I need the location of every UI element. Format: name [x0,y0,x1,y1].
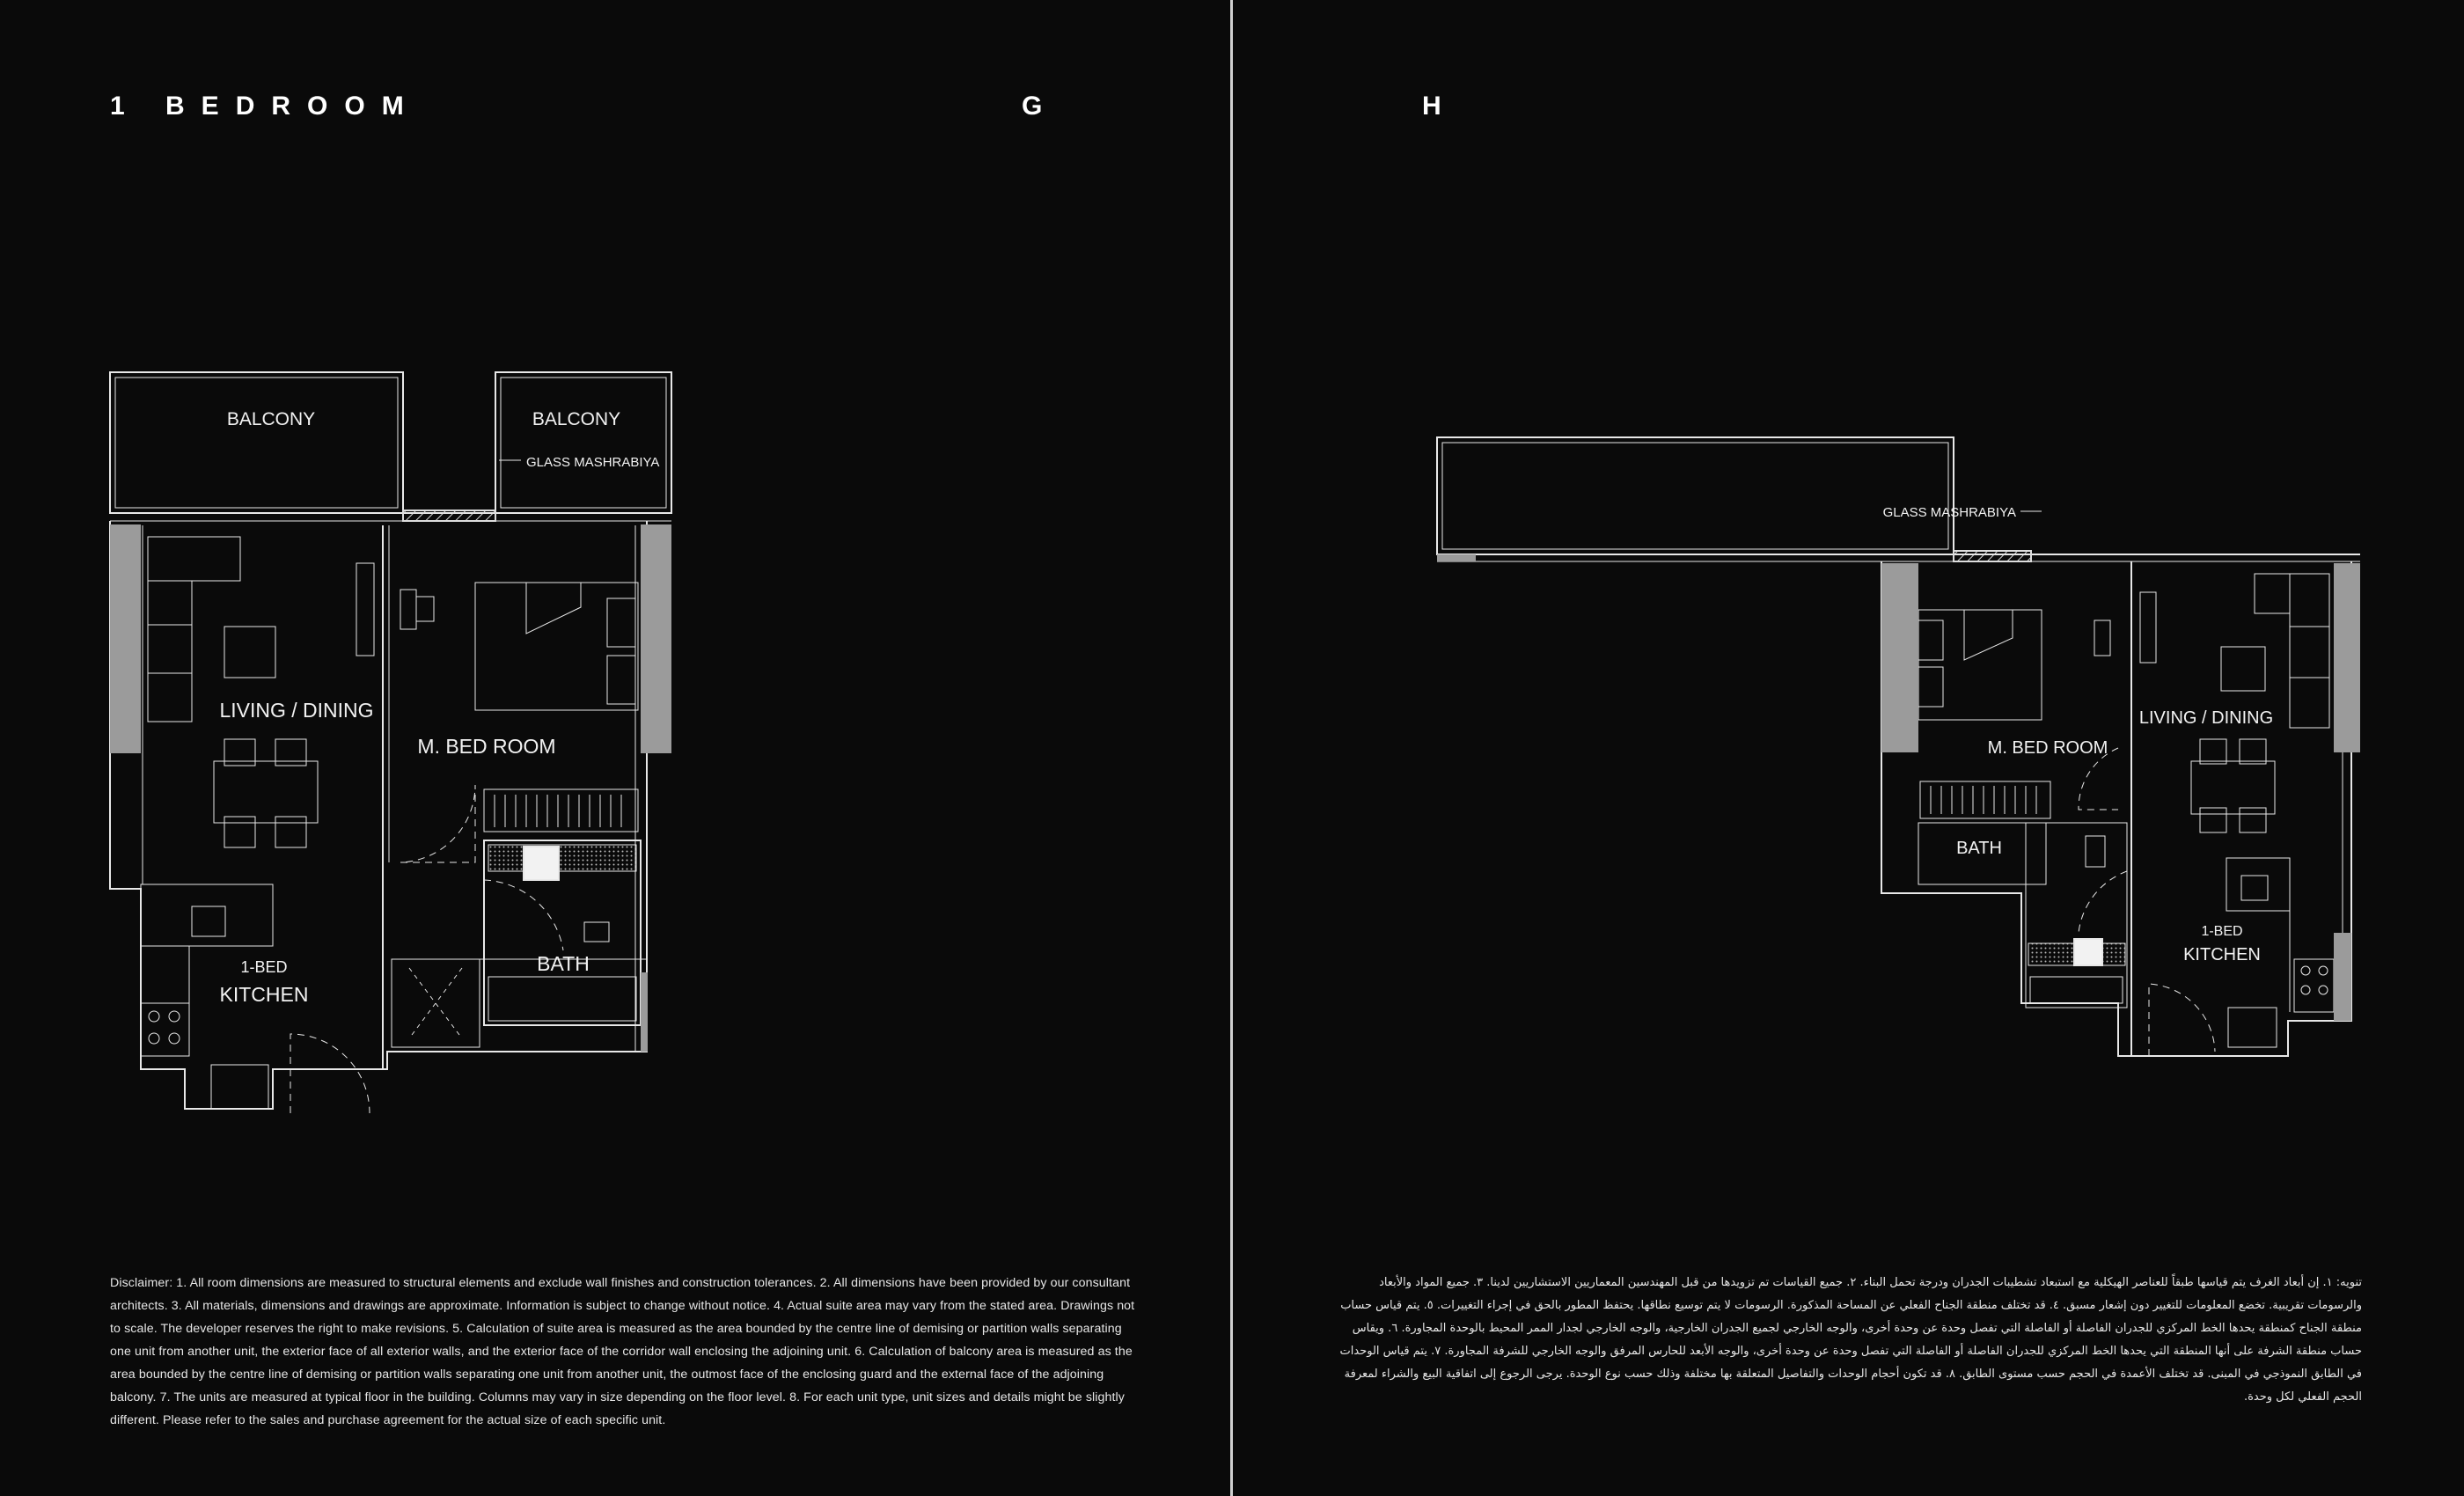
page-divider [1230,0,1233,1496]
room-label-bath: BATH [1956,839,2002,858]
unit-tag-1bed: 1-BED [2201,924,2243,939]
unit-label-h: H [1422,92,1441,121]
room-label-kitchen: KITCHEN [219,983,309,1006]
room-label-balcony-left: BALCONY [226,409,316,429]
balcony-outline [1437,437,1954,554]
disclaimer-arabic: تنويه: ١. إن أبعاد الغرف يتم قياسها طبقاً للعناصر الهيكلية مع استبعاد تشطيبات الجدران ودرجة تحمل البناء. ٢. جميع القياسات تم تزويدها من قبل المهندسين المعماريين الاستشاريين لدينا. ٣. جميع المواد والأبعاد والرسومات تقريبية. تخضع المعلومات للتغيير دون إشعار مسبق. ٤. قد تختلف منطقة الجناح الفعلي عن المساحة المذكورة. الرسومات لا يتم توسيع نطاقها. يحتفظ المطور بالحق في إجراء التغييرات. ٥. يتم قياس حساب منطقة الجناح كمنطقة يحدها الخط المركزي للجدران الفاصلة أو الفاصلة التي تفصل وحدة عن وحدة أخرى، والوجه الخارجي لجميع الجدران الخارجية، والوجه الخارجي لجدار الممر المحيط بالوحدة المجاورة. ٦. ويقاس حساب منطقة الشرفة على أنها المنطقة التي يحدها الخط المركزي للجدران الفاصلة أو الفاصلة التي تفصل وحدة عن وحدة أخرى، والوجه الأبعد للحارس المرفق والوجه الخارجي للشرفة المجاورة. ٧. يتم قياس الوحدات في الطابق النموذجي في المبنى. قد تختلف الأعمدة في الحجم حسب مستوى الطابق. ٨. قد تكون أحجام الوحدات والتفاصيل المتعلقة بها مختلفة وذلك حسب نوع الوحدة. يرجى الرجوع إلى اتفاقية البيع والشراء لمعرفة الحجم الفعلي لكل وحدة. [1339,1276,2362,1404]
disclaimer-english: Disclaimer: 1. All room dimensions are measured to structural elements and exclude wall finishes and construction tolerances. 2. All dimensions have been provided by our consultant architects. 3. All materials, dimensions and drawings are approximate. Information is subject to change without notice. 4. Actual suite area may vary from the stated area. Drawings not to scale. The developer reserves the right to make revisions. 5. Calculation of suite area is measured as the area bounded by the centre line of demising or partition walls separating one unit from another unit, the exterior face of all exterior walls, and the exterior face of the corridor wall enclosing the adjoining unit. 6. Calculation of balcony area is measured as the area bounded by the centre line of demising or partition walls separating one unit from another unit, the outmost face of the enclosing guard and the external face of the adjoining balcony. 7. The units are measured at typical floor in the building. Columns may vary in size depending on the floor level. 8. For each unit type, unit sizes and details might be slightly different. Please refer to the sales and purchase agreement for the actual size of each specific unit. [110,1276,1135,1427]
column-right [641,524,671,753]
room-label-bedroom: M. BED ROOM [1987,738,2108,758]
column-left [110,524,141,753]
balcony-left-outline [110,372,403,513]
room-label-living: LIVING / DINING [219,699,374,722]
room-label-balcony-right: BALCONY [532,409,621,429]
room-label-living: LIVING / DINING [2138,708,2274,728]
column-left [1881,563,1918,752]
page-unit-g [0,0,1230,1496]
room-label-bedroom: M. BED ROOM [417,735,556,758]
mashrabiya-label: GLASS MASHRABIYA [1882,505,2016,520]
unit-tag-1bed: 1-BED [240,958,288,976]
unit-label-g: G [1022,92,1043,121]
mashrabiya-label: GLASS MASHRABIYA [526,455,660,470]
room-label-kitchen: KITCHEN [2183,945,2261,964]
balcony-right-outline [495,372,671,513]
room-label-bath: BATH [537,952,590,975]
page-unit-h [1234,0,2464,1496]
page-title: 1 BEDROOM [110,92,421,121]
column-right [2334,563,2360,752]
